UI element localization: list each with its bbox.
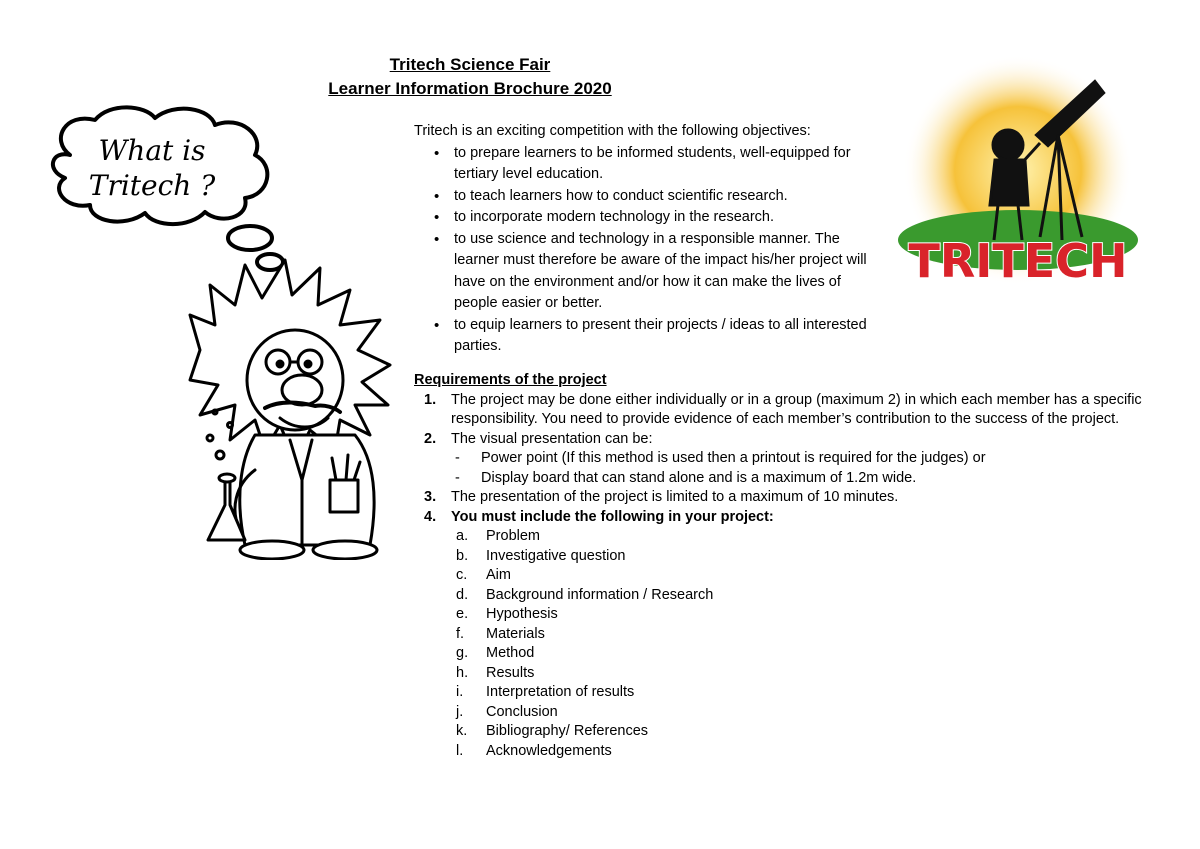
requirement-text: You must include the following in your project: [451, 508, 774, 525]
objective-item: • to prepare learners to be informed students, well-equipped for tertiary level education. [454, 143, 884, 186]
component-text: Acknowledgements [486, 742, 612, 759]
component-letter: a. [456, 528, 469, 544]
requirement-text: The visual presentation can be: [451, 430, 653, 447]
component-item [456, 644, 1154, 664]
requirements-heading: Requirements of the project [414, 372, 607, 388]
component-letter: l. [456, 742, 464, 759]
scientist-figure [190, 260, 390, 559]
component-text: Materials [486, 625, 545, 642]
project-components-list [451, 527, 1154, 761]
component-text: Investigative question [486, 547, 626, 564]
presentation-option: - Power point (If this method is used then a printout is required for the judges) or [481, 449, 1154, 469]
requirement-item [424, 430, 1154, 489]
page-title: Tritech Science Fair [389, 55, 551, 74]
requirement-number: 2. [424, 430, 437, 447]
presentation-options [451, 449, 1154, 488]
component-letter: k. [456, 723, 468, 739]
objective-item: • to equip learners to present their projects / ideas to all interested parties. [454, 315, 884, 358]
component-item [456, 586, 1154, 606]
thought-cloud [53, 107, 283, 270]
cloud-line-1: What is [98, 134, 206, 167]
requirement-item [424, 508, 1154, 762]
requirement-number: 4. [424, 508, 437, 525]
requirement-text: The project may be done either individually or in a group (maximum 2) in which each member has a specific responsibility. You need to provide evidence of each member’s contribution to the success of the project. [451, 391, 1142, 427]
component-item [456, 683, 1154, 703]
component-item [456, 664, 1154, 684]
requirement-item [424, 488, 1154, 508]
component-letter: i. [456, 684, 464, 700]
component-letter: e. [456, 606, 469, 622]
requirement-text: The presentation of the project is limited to a maximum of 10 minutes. [451, 489, 899, 505]
objective-item: • to use science and technology in a responsible manner. The learner must therefore be aware of the impact his/her project will have on the environment and/or how it can make the lives of people easier or better. [454, 229, 884, 315]
requirement-number: 3. [424, 489, 437, 505]
component-letter: b. [456, 547, 469, 564]
component-letter: h. [456, 664, 469, 681]
objectives-list [414, 143, 884, 358]
scientist-illustration [40, 100, 420, 560]
cloud-line-2: Tritech ? [88, 169, 216, 202]
component-item [456, 742, 1154, 762]
component-item [456, 625, 1154, 645]
intro-lead: Tritech is an exciting competition with the following objectives: [414, 123, 811, 139]
component-text: Method [486, 645, 535, 661]
component-item [456, 703, 1154, 723]
component-letter: d. [456, 586, 469, 603]
requirements-section [414, 371, 1154, 761]
intro-section [414, 121, 884, 358]
component-text: Conclusion [486, 703, 558, 720]
component-letter: f. [456, 625, 465, 642]
component-item [456, 722, 1154, 742]
presentation-option: - Display board that can stand alone and is a maximum of 1.2m wide. [481, 469, 1154, 489]
component-text: Problem [486, 528, 540, 544]
component-item [456, 547, 1154, 567]
component-text: Results [486, 664, 535, 681]
component-text: Hypothesis [486, 606, 558, 622]
component-item [456, 527, 1154, 547]
component-item [456, 566, 1154, 586]
component-text: Interpretation of results [486, 684, 635, 700]
component-letter: j. [456, 703, 464, 720]
component-text: Background information / Research [486, 586, 714, 603]
requirements-list [414, 391, 1154, 762]
requirement-item [424, 391, 1154, 430]
objective-item: • to teach learners how to conduct scientific research. [454, 186, 884, 208]
component-text: Aim [486, 567, 511, 583]
component-letter: c. [456, 567, 468, 583]
component-text: Bibliography/ References [486, 723, 649, 739]
page-subtitle: Learner Information Brochure 2020 [328, 79, 612, 98]
objective-item: • to incorporate modern technology in the research. [454, 207, 884, 229]
requirement-number: 1. [424, 391, 437, 408]
logo-text: TRITECH [908, 234, 1128, 288]
component-item [456, 605, 1154, 625]
component-letter: g. [456, 645, 469, 661]
tritech-logo [890, 55, 1145, 300]
